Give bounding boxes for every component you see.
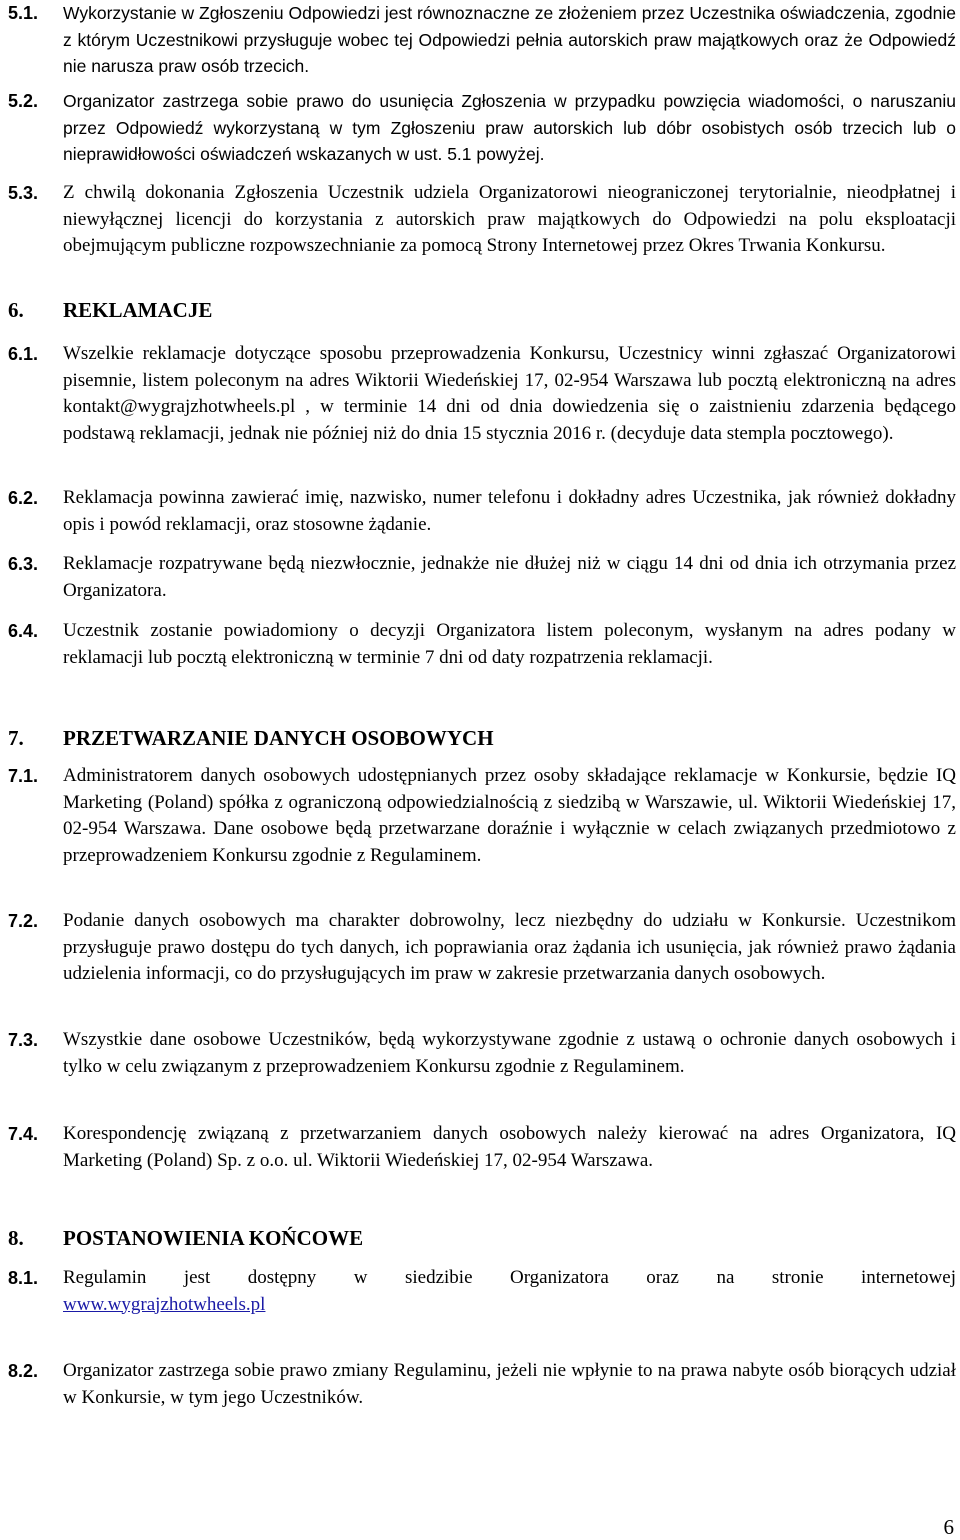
paragraph-number: 5.2. bbox=[8, 91, 39, 111]
paragraph-text: Organizator zastrzega sobie prawo do usunięcia Zgłoszenia w przypadku powzięcia wiadomości, o naruszaniu przez Odpowiedź wykorzystaną w tym Zgłoszeniu praw autorskich lub dóbr osobistych osób trzecich lub o nieprawidłowości oświadczeń wskazanych w ust. 5.1 powyżej. bbox=[63, 91, 956, 164]
heading-number: 6. bbox=[8, 298, 24, 322]
paragraph-text: Wszelkie reklamacje dotyczące sposobu przeprowadzenia Konkursu, Uczestnicy winni zgłaszać Organizatorowi pisemnie, listem poleconym na adres Wiktorii Wiedeńskiej 17, 02-954 Warszawa lub pocztą elektroniczną na adres kontakt@wygrajzhotwheels.pl , w terminie 14 dni od dnia dowiedzenia się o zaistnieniu zdarzenia będącego podstawą reklamacji, jednak nie później niż do dnia 15 stycznia 2016 r. (decyduje data stempla pocztowego). bbox=[63, 343, 956, 444]
paragraph-6-2 bbox=[8, 485, 956, 538]
paragraph-number: 8.1. bbox=[8, 1268, 39, 1288]
paragraph-text: Reklamacje rozpatrywane będą niezwłocznie, jednakże nie dłużej niż w ciągu 14 dni od dnia ich otrzymania przez Organizatora. bbox=[63, 553, 956, 601]
paragraph-8-1 bbox=[8, 1265, 956, 1318]
paragraph-number: 7.2. bbox=[8, 911, 39, 931]
heading-number: 7. bbox=[8, 726, 24, 750]
paragraph-6-4 bbox=[8, 618, 956, 671]
paragraph-8-2 bbox=[8, 1358, 956, 1411]
heading-number: 8. bbox=[8, 1226, 24, 1250]
section-heading-8 bbox=[8, 1226, 363, 1251]
paragraph-number: 6.4. bbox=[8, 621, 39, 641]
paragraph-link-line bbox=[63, 1292, 956, 1319]
paragraph-5-2 bbox=[8, 88, 956, 168]
paragraph-text: Podanie danych osobowych ma charakter dobrowolny, lecz niezbędny do udziału w Konkursie. Uczestnikom przysługuje prawo dostępu do tych danych, ich poprawiania oraz żądania ich usunięcia, jak również prawo żądania udzielenia informacji, co do przysługujących im praw w zakresie przetwarzania danych osobowych. bbox=[63, 910, 956, 984]
paragraph-number: 6.1. bbox=[8, 344, 39, 364]
heading-title: POSTANOWIENIA KOŃCOWE bbox=[63, 1226, 364, 1250]
paragraph-number: 5.3. bbox=[8, 183, 39, 203]
section-heading-6 bbox=[8, 298, 212, 323]
paragraph-text: Uczestnik zostanie powiadomiony o decyzji Organizatora listem poleconym, wysłanym na adres podany w reklamacji lub pocztą elektroniczną w terminie 7 dni od daty rozpatrzenia reklamacji. bbox=[63, 620, 956, 668]
paragraph-7-4 bbox=[8, 1121, 956, 1174]
paragraph-number: 7.1. bbox=[8, 766, 39, 786]
section-heading-7 bbox=[8, 726, 494, 751]
website-link[interactable]: www.wygrajzhotwheels.pl bbox=[63, 1293, 266, 1315]
paragraph-7-3 bbox=[8, 1027, 956, 1080]
paragraph-6-1 bbox=[8, 341, 956, 447]
paragraph-6-3 bbox=[8, 551, 956, 604]
paragraph-text: Korespondencję związaną z przetwarzaniem danych osobowych należy kierować na adres Organizatora, IQ Marketing (Poland) Sp. z o.o. ul. Wiktorii Wiedeńskiej 17, 02-954 Warszawa. bbox=[63, 1123, 956, 1171]
paragraph-number: 6.3. bbox=[8, 554, 39, 574]
page-number: 6 bbox=[943, 1515, 954, 1539]
paragraph-number: 7.4. bbox=[8, 1124, 39, 1144]
paragraph-text: Administratorem danych osobowych udostępnianych przez osoby składające reklamacje w Konkursie, będzie IQ Marketing (Poland) spółka z ograniczoną odpowiedzialnością z siedzibą w Warszawie, ul. Wiktorii Wiedeńskiej 17, 02-954 Warszawa. Dane osobowe będą przetwarzane doraźnie i wyłącznie w celach związanych przedmiotowo z przeprowadzeniem Konkursu zgodnie z Regulaminem. bbox=[63, 765, 956, 866]
paragraph-text: Z chwilą dokonania Zgłoszenia Uczestnik udziela Organizatorowi nieograniczonej terytorialnie, nieodpłatnej i niewyłącznej licencji do korzystania z autorskich praw majątkowych do Odpowiedzi na polu eksploatacji obejmującym publiczne rozpowszechnianie za pomocą Strony Internetowej przez Okres Trwania Konkursu. bbox=[63, 182, 956, 256]
paragraph-text: Wykorzystanie w Zgłoszeniu Odpowiedzi jest równoznaczne ze złożeniem przez Uczestnika oświadczenia, zgodnie z którym Uczestnikowi przysługuje wobec tej Odpowiedzi pełnia autorskich praw majątkowych oraz że Odpowiedź nie narusza praw osób trzecich. bbox=[63, 3, 956, 76]
paragraph-text: Reklamacja powinna zawierać imię, nazwisko, numer telefonu i dokładny adres Uczestnika, jak również dokładny opis i powód reklamacji, oraz stosowne żądanie. bbox=[63, 487, 956, 535]
paragraph-7-2 bbox=[8, 908, 956, 988]
paragraph-number: 7.3. bbox=[8, 1030, 39, 1050]
paragraph-text: Regulamin jest dostępny w siedzibie Organizatora oraz na stronie internetowej bbox=[63, 1267, 956, 1288]
heading-title: REKLAMACJE bbox=[63, 298, 213, 322]
paragraph-text: Organizator zastrzega sobie prawo zmiany Regulaminu, jeżeli nie wpłynie to na prawa nabyte osób biorących udział w Konkursie, w tym jego Uczestników. bbox=[63, 1360, 956, 1408]
heading-title: PRZETWARZANIE DANYCH OSOBOWYCH bbox=[63, 726, 494, 750]
paragraph-text: Wszystkie dane osobowe Uczestników, będą wykorzystywane zgodnie z ustawą o ochronie danych osobowych i tylko w celu związanym z przeprowadzeniem Konkursu zgodnie z Regulaminem. bbox=[63, 1029, 956, 1077]
paragraph-number: 8.2. bbox=[8, 1361, 39, 1381]
paragraph-5-3 bbox=[8, 180, 956, 260]
paragraph-number: 6.2. bbox=[8, 488, 39, 508]
paragraph-number: 5.1. bbox=[8, 3, 39, 23]
paragraph-5-1 bbox=[8, 0, 956, 80]
paragraph-7-1 bbox=[8, 763, 956, 869]
